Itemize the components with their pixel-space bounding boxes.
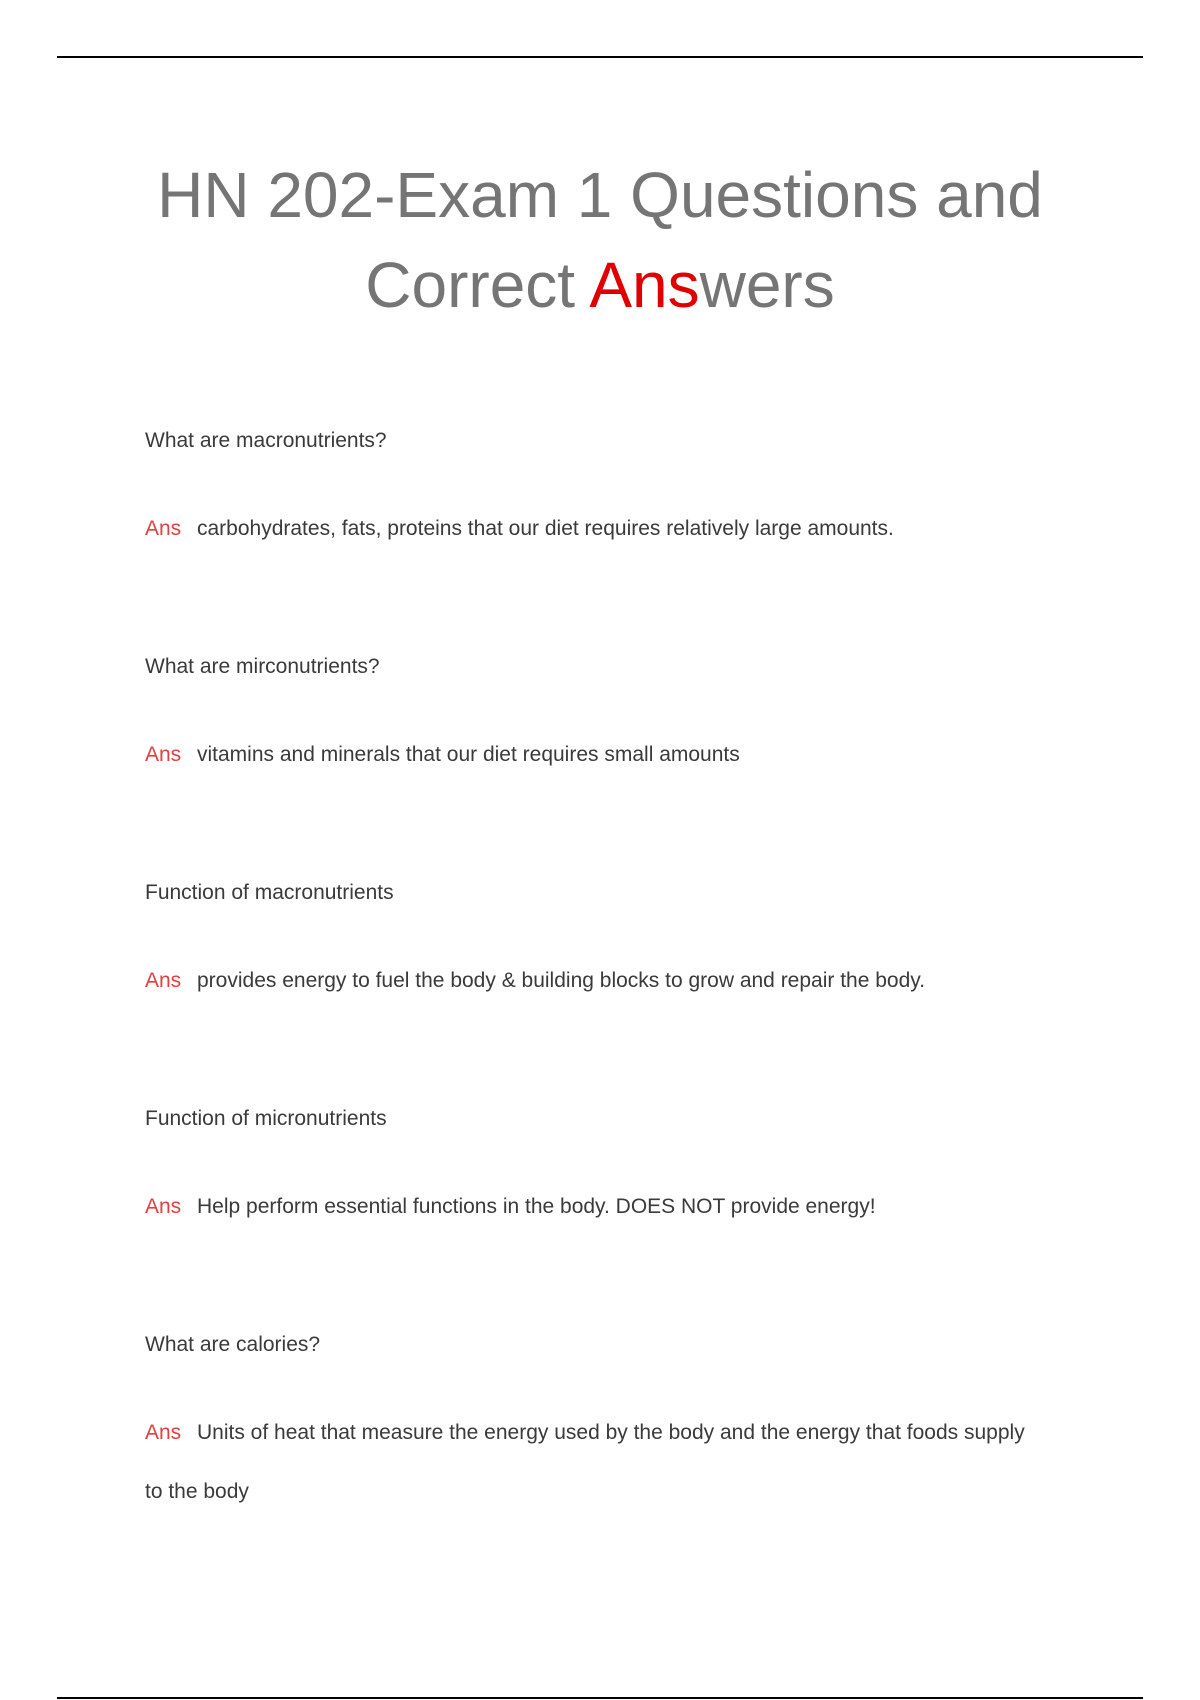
answer-text bbox=[145, 725, 1045, 784]
answer-body: carbohydrates, fats, proteins that our diet requires relatively large amounts. bbox=[197, 517, 894, 540]
answer-body: provides energy to fuel the body & building blocks to grow and repair the body. bbox=[197, 969, 926, 992]
answer-label: Ans bbox=[145, 1195, 182, 1218]
answer-body: Units of heat that measure the energy used by the body and the energy that foods supply to the body bbox=[145, 1421, 1025, 1503]
page-title bbox=[0, 150, 1200, 330]
answer-label: Ans bbox=[145, 517, 182, 540]
title-line-2-suffix: wers bbox=[699, 249, 835, 321]
answer-text bbox=[145, 1403, 1045, 1521]
title-line-2-prefix: Correct bbox=[365, 249, 590, 321]
answer-text bbox=[145, 951, 1045, 1010]
title-line-1: HN 202-Exam 1 Questions and bbox=[157, 159, 1043, 231]
answer-text bbox=[145, 499, 1045, 558]
answer-body: vitamins and minerals that our diet requires small amounts bbox=[197, 743, 740, 766]
answer-text bbox=[145, 1177, 1045, 1236]
question-text: What are calories? bbox=[145, 1333, 321, 1356]
answer-label: Ans bbox=[145, 969, 182, 992]
footer-rule bbox=[57, 1697, 1143, 1699]
qa-item bbox=[145, 1328, 1045, 1554]
question-text: What are mirconutrients? bbox=[145, 655, 380, 678]
qa-item bbox=[145, 650, 1045, 876]
answer-body: Help perform essential functions in the body. DOES NOT provide energy! bbox=[197, 1195, 876, 1218]
qa-list bbox=[145, 424, 1045, 1554]
qa-item bbox=[145, 1102, 1045, 1328]
qa-item bbox=[145, 424, 1045, 650]
question-text: Function of micronutrients bbox=[145, 1107, 387, 1130]
title-line-2-accent: Ans bbox=[589, 249, 700, 321]
answer-label: Ans bbox=[145, 743, 182, 766]
question-text: What are macronutrients? bbox=[145, 429, 387, 452]
answer-label: Ans bbox=[145, 1421, 182, 1444]
header-rule bbox=[57, 56, 1143, 58]
question-text: Function of macronutrients bbox=[145, 881, 394, 904]
qa-item bbox=[145, 876, 1045, 1102]
